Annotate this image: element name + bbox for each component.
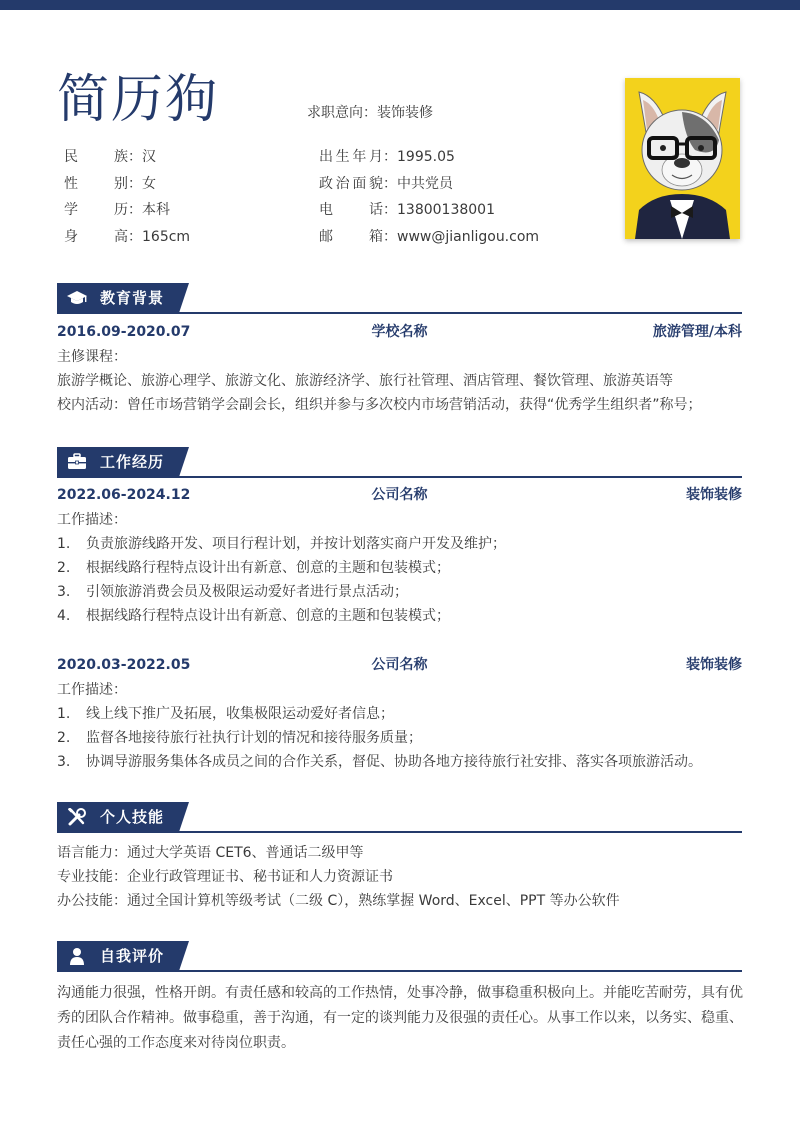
person-icon	[67, 947, 87, 965]
section-header-work	[57, 447, 742, 479]
skill-language: 语言能力：通过大学英语 CET6、普通话二级甲等	[57, 845, 364, 861]
job-date: 2020.03-2022.05	[57, 657, 191, 673]
section-tab	[57, 941, 179, 971]
graduation-cap-icon	[67, 289, 87, 307]
section-divider	[57, 476, 742, 478]
top-accent-bar	[0, 0, 800, 10]
job-intent	[307, 103, 433, 123]
campus-activity: 校内活动：曾任市场营销学会副会长，组织并参与多次校内市场营销活动，获得“优秀学生组织者”称号；	[57, 397, 702, 413]
list-item: 4. 根据线路行程特点设计出有新意、创意的主题和包装模式；	[57, 608, 450, 624]
briefcase-icon	[67, 453, 87, 471]
skill-professional: 专业技能：企业行政管理证书、秘书证和人力资源证书	[57, 869, 393, 885]
section-divider	[57, 312, 742, 314]
tools-icon	[67, 808, 87, 826]
list-item: 3. 协调导游服务集体各成员之间的合作关系，督促、协助各地方接待旅行社安排、落实各项旅游活动。	[57, 754, 702, 770]
section-tab	[57, 283, 179, 313]
self-evaluation-text: 沟通能力很强，性格开朗。有责任感和较高的工作热情，处事冷静，做事稳重积极向上。并能吃苦耐劳，具有优秀的团队合作精神。做事稳重，善于沟通，有一定的谈判能力及很强的责任心。从事工作以来，以务实、稳重、责任心强的工作态度来对待岗位职责。	[57, 985, 743, 1051]
major: 旅游管理/本科	[652, 324, 742, 340]
job-position: 装饰装修	[686, 487, 742, 503]
courses-list: 旅游学概论、旅游心理学、旅游文化、旅游经济学、旅行社管理、酒店管理、餐饮管理、旅游英语等	[57, 373, 673, 389]
info-phone: 电话：13800138001	[319, 202, 495, 218]
list-item: 2. 监督各地接待旅行社执行计划的情况和接待服务质量；	[57, 730, 422, 746]
section-title: 自我评价	[100, 947, 165, 965]
info-height: 身高：165cm	[64, 229, 191, 245]
job-intent-value: 装饰装修	[377, 105, 433, 121]
section-header-education	[57, 283, 742, 315]
list-item: 3. 引领旅游消费会员及极限运动爱好者进行景点活动；	[57, 584, 408, 600]
skill-office: 办公技能：通过全国计算机等级考试（二级 C），熟练掌握 Word、Excel、PPT 等办公软件	[57, 893, 620, 909]
info-political-status: 政治面貌：中共党员	[319, 176, 453, 192]
job-desc-label: 工作描述：	[57, 682, 127, 698]
job-position: 装饰装修	[686, 657, 742, 673]
list-item: 1. 线上线下推广及拓展，收集极限运动爱好者信息；	[57, 706, 394, 722]
school-name: 学校名称	[371, 324, 428, 340]
job-entry-header	[57, 655, 742, 675]
section-divider	[57, 831, 742, 833]
section-tab	[57, 447, 179, 477]
education-date: 2016.09-2020.07	[57, 324, 191, 340]
section-header-skills	[57, 802, 742, 834]
info-gender: 性别：女	[64, 176, 156, 192]
company-name: 公司名称	[371, 657, 428, 673]
info-birth: 出生年月：1995.05	[319, 149, 455, 165]
candidate-name: 简历狗	[57, 70, 220, 130]
courses-label: 主修课程：	[57, 349, 127, 365]
section-title: 教育背景	[100, 289, 165, 307]
job-intent-label: 求职意向：	[307, 105, 377, 121]
section-header-self-eval	[57, 941, 742, 973]
job-entry-header	[57, 485, 742, 505]
section-divider	[57, 970, 742, 972]
education-entry-header	[57, 322, 742, 342]
section-title: 个人技能	[100, 808, 165, 826]
info-education-level: 学历：本科	[64, 202, 170, 218]
info-ethnicity: 民族：汉	[64, 149, 156, 165]
section-tab	[57, 802, 179, 832]
company-name: 公司名称	[371, 487, 428, 503]
info-email: 邮箱：www@jianligou.com	[319, 229, 540, 245]
section-title: 工作经历	[100, 453, 165, 471]
job-desc-label: 工作描述：	[57, 512, 127, 528]
list-item: 1. 负责旅游线路开发、项目行程计划，并按计划落实商户开发及维护；	[57, 536, 506, 552]
job-date: 2022.06-2024.12	[57, 487, 191, 503]
profile-photo	[625, 78, 740, 239]
list-item: 2. 根据线路行程特点设计出有新意、创意的主题和包装模式；	[57, 560, 450, 576]
